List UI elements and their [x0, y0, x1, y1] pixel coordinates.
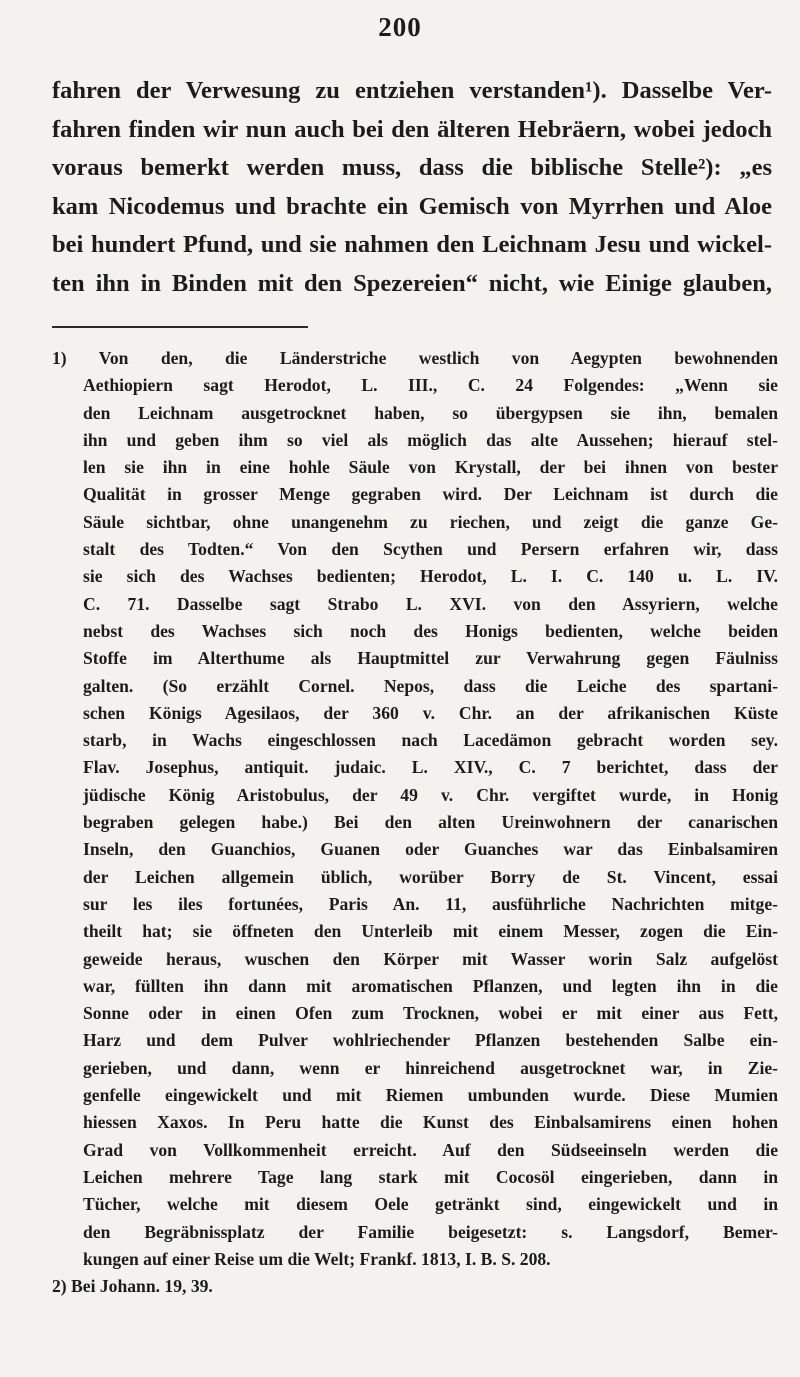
main-text — [52, 72, 772, 303]
footnote-1-line: Harz und dem Pulver wohlriechender Pflanzen bestehenden Salbe ein- — [83, 1030, 778, 1051]
footnote-1-line: sie sich des Wachses bedienten; Herodot, L. I. C. 140 u. L. IV. — [83, 566, 778, 587]
footnote-1-line: geweide heraus, wuschen den Körper mit Wasser worin Salz aufgelöst — [83, 948, 778, 969]
footnote-1-line: war, füllten ihn dann mit aromatischen Pflanzen, und legten ihn in die — [83, 975, 778, 996]
text-line: fahren der Verwesung zu entziehen verstanden¹). Dasselbe Ver- — [52, 77, 772, 104]
footnote-1-line: Leichen mehrere Tage lang stark mit Cocosöl eingerieben, dann in — [83, 1166, 778, 1187]
footnote-1-line: Aethiopiern sagt Herodot, L. III., C. 24 Folgendes: „Wenn sie — [83, 375, 778, 396]
footnote-1-line: kungen auf einer Reise um die Welt; Frankf. 1813, I. B. S. 208. — [83, 1248, 551, 1269]
footnote-1-line: nebst des Wachses sich noch des Honigs bedienten, welche beiden — [83, 620, 778, 641]
footnote-1-line: Flav. Josephus, antiquit. judaic. L. XIV., C. 7 berichtet, dass der — [83, 757, 778, 778]
page-number: 200 — [378, 12, 422, 42]
footnote-1-line: den Leichnam ausgetrocknet haben, so übergypsen sie ihn, bemalen — [83, 402, 778, 423]
footnote-1-line: hiessen Xaxos. In Peru hatte die Kunst des Einbalsamirens einen hohen — [83, 1112, 778, 1133]
footnote-1-line: Tücher, welche mit diesem Oele getränkt sind, eingewickelt und in — [83, 1194, 778, 1215]
footnote-1-line: C. 71. Dasselbe sagt Strabo L. XVI. von den Assyriern, welche — [83, 593, 778, 614]
footnote-1-line: Grad von Vollkommenheit erreicht. Auf den Südseeinseln werden die — [83, 1139, 778, 1160]
footnote-1-line: Säule sichtbar, ohne unangenehm zu riechen, und zeigt die ganze Ge- — [83, 511, 778, 532]
footnote-1-line: ihn und geben ihm so viel als möglich das alte Aussehen; hierauf stel- — [83, 429, 778, 450]
footnote-1-line: 1) Von den, die Länderstriche westlich von Aegypten bewohnenden — [52, 348, 778, 368]
footnote-1-line: stalt des Todten.“ Von den Scythen und Persern erfahren wir, dass — [83, 539, 778, 560]
text-line: fahren finden wir nun auch bei den älteren Hebräern, wobei jedoch — [52, 115, 772, 143]
footnote-1-line: galten. (So erzählt Cornel. Nepos, dass die Leiche des spartani- — [83, 675, 778, 696]
text-line: voraus bemerkt werden muss, dass die biblische Stelle²): „es — [52, 154, 772, 181]
text-line: ten ihn in Binden mit den Spezereien“ nicht, wie Einige glauben, — [52, 269, 772, 297]
footnote-1-line: jüdische König Aristobulus, der 49 v. Chr. vergiftet wurde, in Honig — [83, 784, 778, 805]
footnote-1-line: len sie ihn in eine hohle Säule von Krystall, der bei ihnen von bester — [83, 457, 778, 478]
footnote-1-line: Stoffe im Alterthume als Hauptmittel zur Verwahrung gegen Fäulniss — [83, 648, 778, 669]
footnote-2: 2) Bei Johann. 19, 39. — [52, 1276, 213, 1297]
footnote-separator — [52, 326, 308, 328]
footnote-1-line: begraben gelegen habe.) Bei den alten Ureinwohnern der canarischen — [83, 812, 778, 833]
text-line: kam Nicodemus und brachte ein Gemisch von Myrrhen und Aloe — [52, 192, 772, 220]
footnotes — [52, 345, 778, 1300]
text-line: bei hundert Pfund, und sie nahmen den Leichnam Jesu und wickel- — [52, 231, 772, 258]
footnote-1-line: sur les iles fortunées, Paris An. 11, ausführliche Nachrichten mitge- — [83, 893, 778, 914]
footnote-1-line: gerieben, und dann, wenn er hinreichend ausgetrocknet war, in Zie- — [83, 1057, 778, 1078]
footnote-1-line: genfelle eingewickelt und mit Riemen umbunden wurde. Diese Mumien — [83, 1085, 778, 1106]
footnote-1-line: der Leichen allgemein üblich, worüber Borry de St. Vincent, essai — [83, 866, 778, 887]
footnote-1-line: Sonne oder in einen Ofen zum Trocknen, wobei er mit einer aus Fett, — [83, 1003, 778, 1024]
footnote-1-line: Qualität in grosser Menge gegraben wird. Der Leichnam ist durch die — [83, 484, 778, 505]
footnote-1-line: den Begräbnissplatz der Familie beigesetzt: s. Langsdorf, Bemer- — [83, 1221, 778, 1242]
footnote-1-line: schen Königs Agesilaos, der 360 v. Chr. an der afrikanischen Küste — [83, 702, 778, 723]
footnote-1-line: starb, in Wachs eingeschlossen nach Lacedämon gebracht worden sey. — [83, 730, 778, 751]
footnote-1-line: Inseln, den Guanchios, Guanen oder Guanches war das Einbalsamiren — [83, 839, 778, 860]
footnote-1-line: theilt hat; sie öffneten den Unterleib mit einem Messer, zogen die Ein- — [83, 921, 778, 942]
